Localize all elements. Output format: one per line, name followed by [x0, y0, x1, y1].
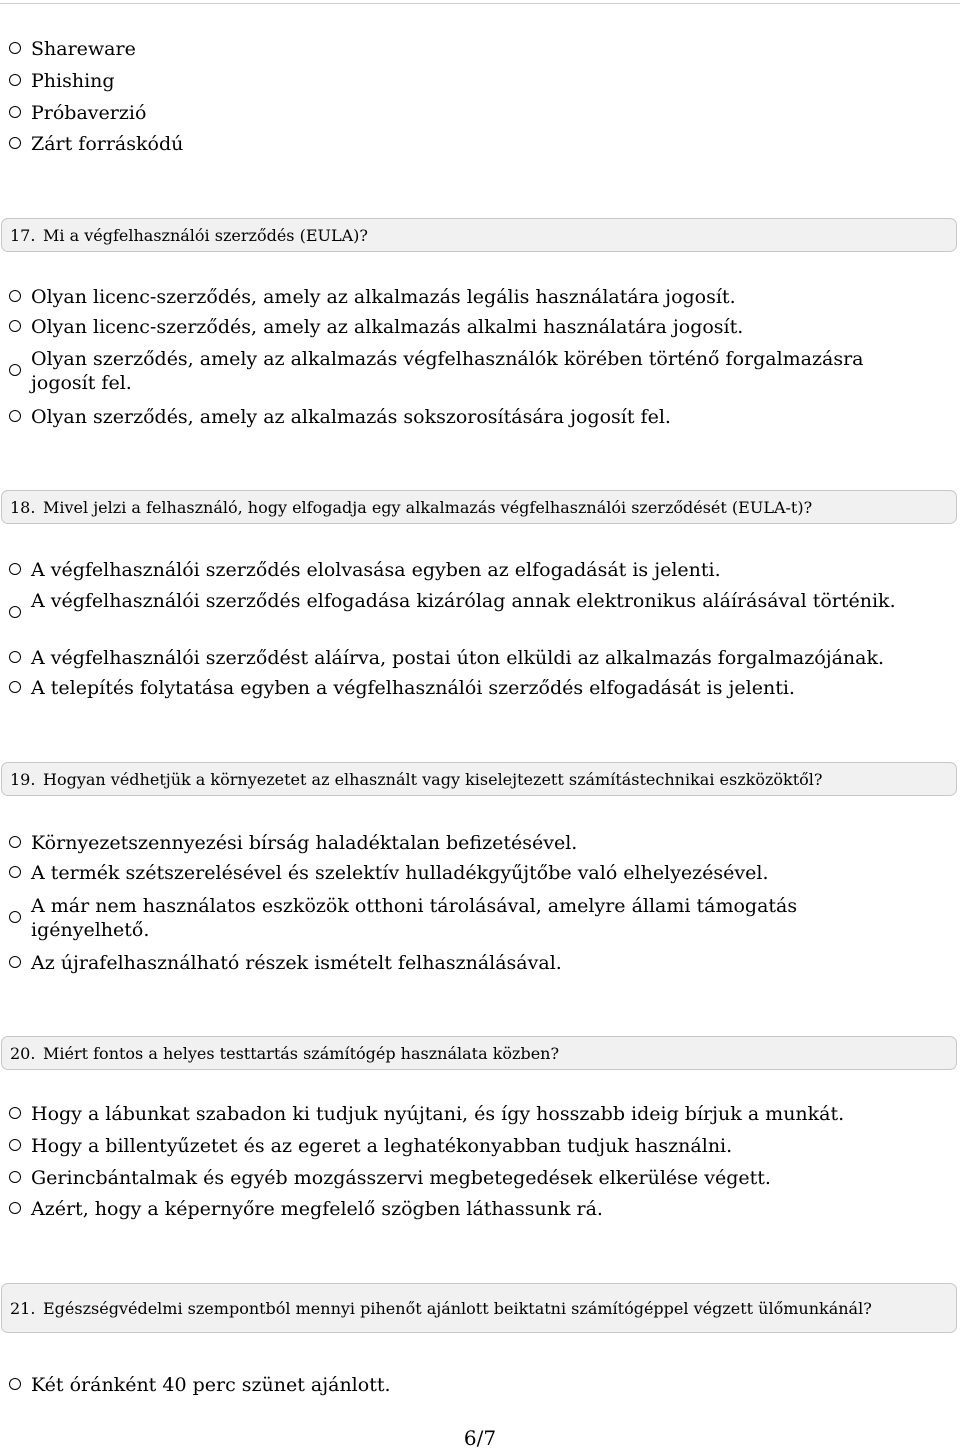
question-number: 20. — [10, 1043, 36, 1063]
radio-circle-icon[interactable] — [9, 681, 21, 693]
option-label: Gerincbántalmak és egyéb mozgásszervi megbetegedések elkerülése végett. — [31, 1167, 771, 1189]
option-label: Környezetszennyezési bírság haladéktalan befizetésével. — [31, 832, 578, 854]
option-radio[interactable] — [8, 646, 953, 670]
radio-circle-icon[interactable] — [9, 1139, 21, 1151]
option-label: Azért, hogy a képernyőre megfelelő szögben láthassunk rá. — [31, 1198, 603, 1220]
radio-circle-icon[interactable] — [9, 606, 21, 618]
option-label: Zárt forráskódú — [31, 133, 184, 155]
question-21-header — [1, 1283, 957, 1333]
option-label: A végfelhasználói szerződés elolvasása egyben az elfogadását is jelenti. — [31, 559, 721, 581]
radio-circle-icon[interactable] — [9, 74, 21, 86]
option-radio[interactable] — [8, 132, 953, 156]
option-label: Hogy a billentyűzetet és az egeret a leghatékonyabban tudjuk használni. — [31, 1135, 733, 1157]
radio-circle-icon[interactable] — [9, 290, 21, 302]
option-label: Phishing — [31, 70, 115, 92]
option-label: Olyan licenc-szerződés, amely az alkalmazás legális használatára jogosít. — [31, 286, 736, 308]
question-number: 17. — [10, 225, 36, 245]
radio-circle-icon[interactable] — [9, 364, 21, 376]
option-radio[interactable] — [8, 676, 953, 700]
radio-circle-icon[interactable] — [9, 956, 21, 968]
radio-circle-icon[interactable] — [9, 911, 21, 923]
option-label: A már nem használatos eszközök otthoni tárolásával, amelyre állami támogatás igényelhető. — [31, 895, 798, 941]
radio-circle-icon[interactable] — [9, 42, 21, 54]
radio-circle-icon[interactable] — [9, 866, 21, 878]
option-radio[interactable] — [8, 951, 953, 975]
option-radio[interactable] — [8, 1197, 953, 1221]
option-radio[interactable] — [8, 37, 953, 61]
question-text: Egészségvédelmi szempontból mennyi pihenőt ajánlott beiktatni számítógéppel végzett ülőmunkánál? — [43, 1298, 872, 1318]
option-label: Két óránként 40 perc szünet ajánlott. — [31, 1374, 391, 1396]
option-radio[interactable] — [8, 1166, 953, 1190]
question-text: Mivel jelzi a felhasználó, hogy elfogadja egy alkalmazás végfelhasználói szerződését (EULA-t)? — [43, 497, 813, 517]
radio-circle-icon[interactable] — [9, 836, 21, 848]
option-label: A végfelhasználói szerződés elfogadása kizárólag annak elektronikus aláírásával történik. — [31, 590, 896, 612]
option-radio[interactable] — [8, 1134, 953, 1158]
question-number: 21. — [10, 1298, 36, 1318]
option-radio[interactable] — [8, 589, 953, 613]
question-text: Mi a végfelhasználói szerződés (EULA)? — [43, 225, 368, 245]
option-label: Próbaverzió — [31, 102, 147, 124]
option-label: Olyan szerződés, amely az alkalmazás végfelhasználók körében történő forgalmazásra jogosít fel. — [31, 348, 864, 394]
radio-circle-icon[interactable] — [9, 1378, 21, 1390]
option-label: A végfelhasználói szerződést aláírva, postai úton elküldi az alkalmazás forgalmazójának. — [31, 647, 885, 669]
radio-circle-icon[interactable] — [9, 137, 21, 149]
option-radio[interactable] — [8, 101, 953, 125]
page-number: 6/7 — [463, 1426, 497, 1450]
question-20-header — [1, 1036, 957, 1070]
option-label: Az újrafelhasználható részek ismételt felhasználásával. — [31, 952, 562, 974]
option-radio[interactable] — [8, 315, 953, 339]
question-19-header — [1, 762, 957, 796]
radio-circle-icon[interactable] — [9, 1107, 21, 1119]
radio-circle-icon[interactable] — [9, 563, 21, 575]
option-label: Shareware — [31, 38, 136, 60]
option-radio[interactable] — [8, 285, 953, 309]
question-number: 18. — [10, 497, 36, 517]
option-radio[interactable] — [8, 1373, 953, 1397]
option-label: Olyan licenc-szerződés, amely az alkalmazás alkalmi használatára jogosít. — [31, 316, 744, 338]
option-radio[interactable] — [8, 69, 953, 93]
radio-circle-icon[interactable] — [9, 651, 21, 663]
radio-circle-icon[interactable] — [9, 1171, 21, 1183]
question-17-header — [1, 218, 957, 252]
question-number: 19. — [10, 769, 36, 789]
question-text: Hogyan védhetjük a környezetet az elhasznált vagy kiselejtezett számítástechnikai eszközöktől? — [43, 769, 823, 789]
option-label: Hogy a lábunkat szabadon ki tudjuk nyújtani, és így hosszabb ideig bírjuk a munkát. — [31, 1103, 845, 1125]
option-radio[interactable] — [8, 558, 953, 582]
option-radio[interactable] — [8, 894, 953, 942]
option-radio[interactable] — [8, 861, 953, 885]
radio-circle-icon[interactable] — [9, 106, 21, 118]
question-18-header — [1, 490, 957, 524]
option-label: A termék szétszerelésével és szelektív hulladékgyűjtőbe való elhelyezésével. — [31, 862, 769, 884]
radio-circle-icon[interactable] — [9, 320, 21, 332]
option-label: Olyan szerződés, amely az alkalmazás sokszorosítására jogosít fel. — [31, 406, 671, 428]
question-text: Miért fontos a helyes testtartás számítógép használata közben? — [43, 1043, 560, 1063]
option-radio[interactable] — [8, 1102, 953, 1126]
option-radio[interactable] — [8, 831, 953, 855]
option-label: A telepítés folytatása egyben a végfelhasználói szerződés elfogadását is jelenti. — [31, 677, 795, 699]
option-radio[interactable] — [8, 405, 953, 429]
radio-circle-icon[interactable] — [9, 1202, 21, 1214]
top-divider — [0, 3, 960, 4]
option-radio[interactable] — [8, 347, 953, 395]
radio-circle-icon[interactable] — [9, 410, 21, 422]
